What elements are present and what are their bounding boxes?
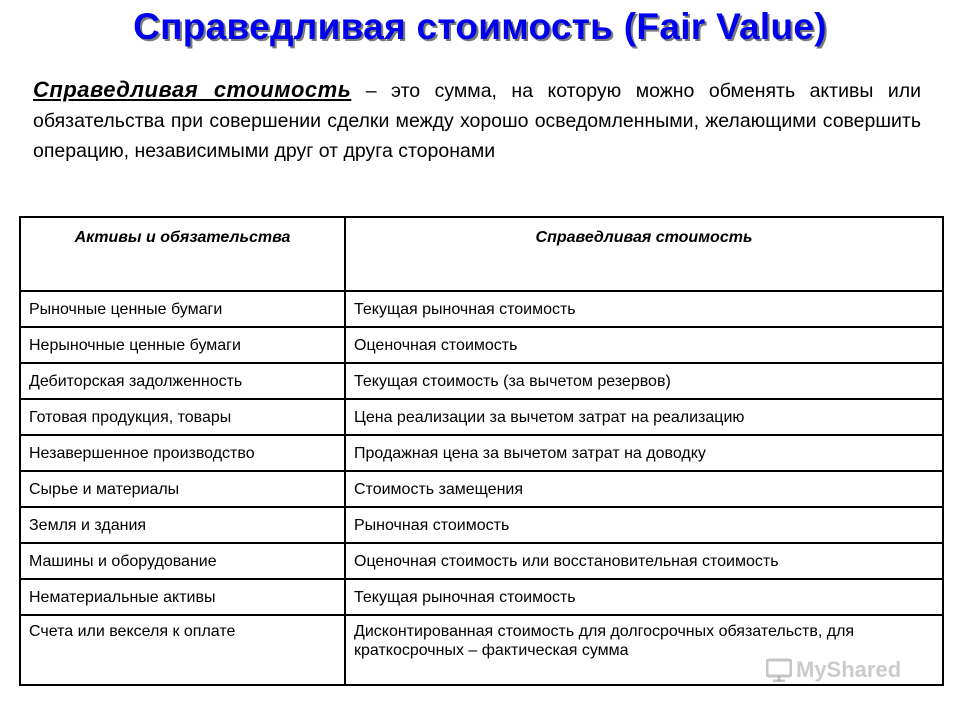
fair-value-cell: Текущая стоимость (за вычетом резервов) (345, 363, 943, 399)
table-row (20, 327, 943, 363)
fair-value-cell: Продажная цена за вычетом затрат на доводку (345, 435, 943, 471)
asset-cell: Рыночные ценные бумаги (20, 291, 345, 327)
asset-cell: Незавершенное производство (20, 435, 345, 471)
fair-value-cell: Текущая рыночная стоимость (345, 579, 943, 615)
asset-cell: Машины и оборудование (20, 543, 345, 579)
page-title: Справедливая стоимость (Fair Value) (133, 6, 827, 47)
table-row (20, 435, 943, 471)
definition-paragraph (33, 75, 921, 166)
definition-text: – это сумма, на которую можно обменять активы или обязательства при совершении сделки между хорошо осведомленными, желающими совершить операцию, независимыми друг от друга сторонами (33, 80, 921, 162)
asset-cell: Дебиторская задолженность (20, 363, 345, 399)
table-row (20, 579, 943, 615)
asset-cell: Нематериальные активы (20, 579, 345, 615)
watermark-text: MyShared (796, 657, 902, 682)
asset-cell: Нерыночные ценные бумаги (20, 327, 345, 363)
fair-value-cell: Оценочная стоимость или восстановительная стоимость (345, 543, 943, 579)
asset-cell: Готовая продукция, товары (20, 399, 345, 435)
fair-value-cell: Рыночная стоимость (345, 507, 943, 543)
table-row (20, 471, 943, 507)
header-fair-value: Справедливая стоимость (345, 217, 943, 291)
table-header-row (20, 217, 943, 291)
definition-term: Справедливая стоимость (33, 77, 352, 102)
table-row (20, 507, 943, 543)
table-row (20, 363, 943, 399)
asset-cell: Земля и здания (20, 507, 345, 543)
fair-value-cell: Дисконтированная стоимость для долгосрочных обязательств, для краткосрочных – фактическая сумма (345, 615, 943, 685)
asset-cell: Сырье и материалы (20, 471, 345, 507)
fair-value-cell: Текущая рыночная стоимость (345, 291, 943, 327)
header-assets-liabilities: Активы и обязательства (20, 217, 345, 291)
table-row (20, 543, 943, 579)
fair-value-cell: Стоимость замещения (345, 471, 943, 507)
asset-cell: Счета или векселя к оплате (20, 615, 345, 685)
fair-value-table (19, 216, 944, 686)
table-row (20, 399, 943, 435)
table-row (20, 615, 943, 685)
fair-value-cell: Цена реализации за вычетом затрат на реализацию (345, 399, 943, 435)
table-row (20, 291, 943, 327)
fair-value-cell: Оценочная стоимость (345, 327, 943, 363)
